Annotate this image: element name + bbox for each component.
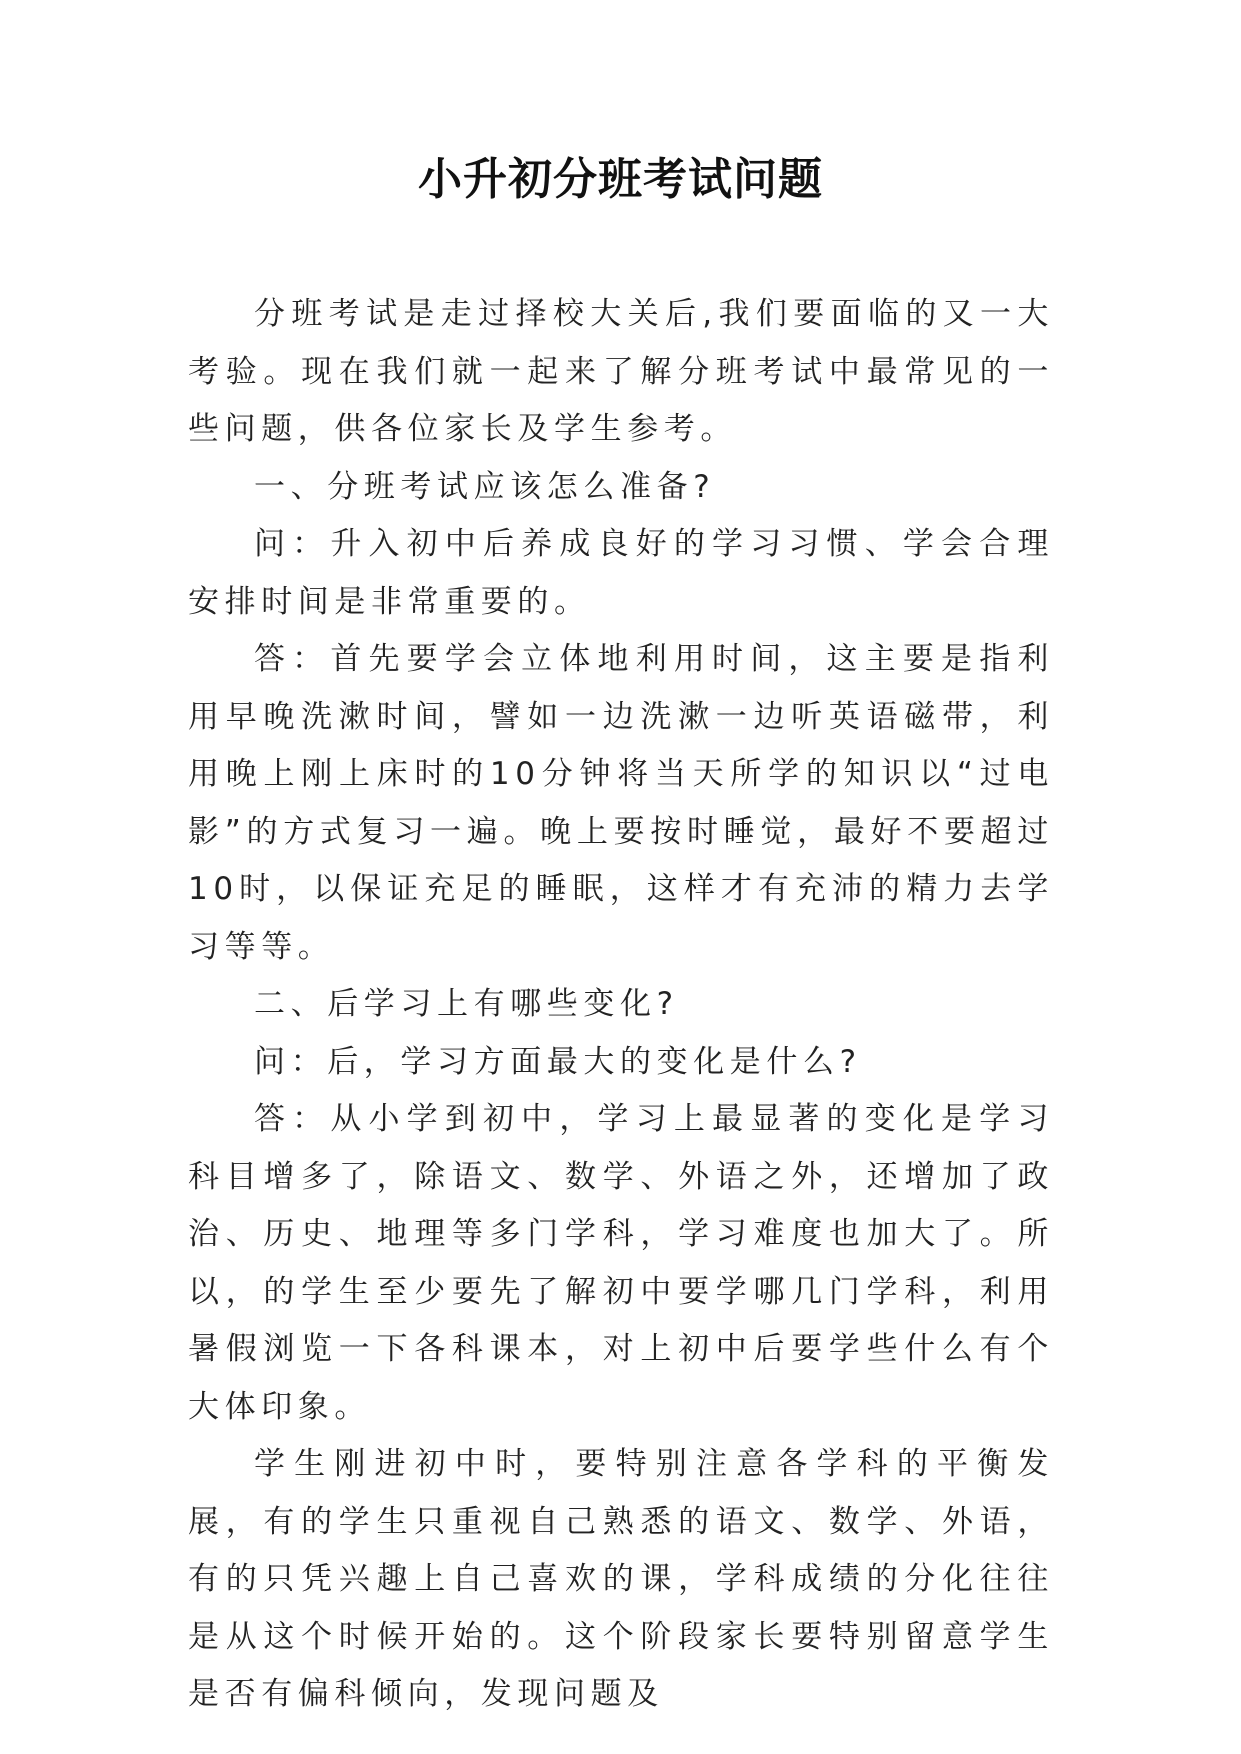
answer-2: 答：从小学到初中，学习上最显著的变化是学习科目增多了，除语文、数学、外语之外，还增加了政治、历史、地理等多门学科，学习难度也加大了。所以，的学生至少要先了解初中要学哪几门学科，利用暑假浏览一下各科课本，对上初中后要学些什么有个大体印象。 xyxy=(188,1101,1054,1425)
paragraph-intro: 分班考试是走过择校大关后,我们要面临的又一大考验。现在我们就一起来了解分班考试中最常见的一些问题，供各位家长及学生参考。 xyxy=(188,296,1054,447)
section-heading-1: 一、分班考试应该怎么准备? xyxy=(254,468,716,505)
question-2: 问：后，学习方面最大的变化是什么? xyxy=(254,1043,862,1080)
section-heading-2: 二、后学习上有哪些变化? xyxy=(254,986,679,1022)
paragraph-balance: 学生刚进初中时，要特别注意各学科的平衡发展，有的学生只重视自己熟悉的语文、数学、外语，有的只凭兴趣上自己喜欢的课，学科成绩的分化往往是从这个时候开始的。这个阶段家长要特别留意学生是否有偏科倾向，发现问题及 xyxy=(188,1446,1054,1712)
document-body xyxy=(188,286,1054,1724)
document-title: 小升初分班考试问题 xyxy=(418,154,823,205)
question-1: 问：升入初中后养成良好的学习习惯、学会合理安排时间是非常重要的。 xyxy=(188,526,1054,620)
answer-1: 答：首先要学会立体地利用时间，这主要是指利用早晚洗漱时间，譬如一边洗漱一边听英语磁带，利用晚上刚上床时的10分钟将当天所学的知识以“过电影”的方式复习一遍。晚上要按时睡觉，最好不要超过10时，以保证充足的睡眠，这样才有充沛的精力去学习等等。 xyxy=(188,641,1054,965)
